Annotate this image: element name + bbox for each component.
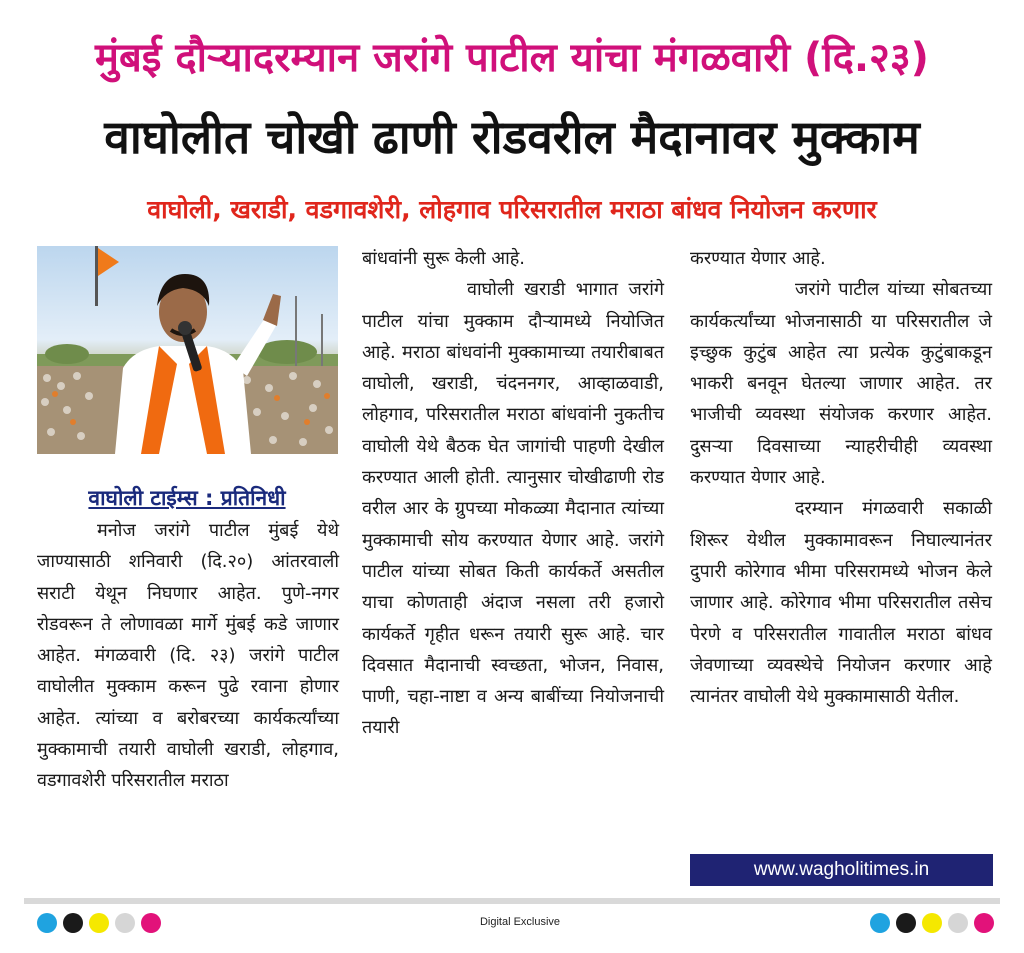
paragraph: जरांगे पाटील यांच्या सोबतच्या कार्यकर्त्यांच्या भोजनासाठी या परिसरातील जे इच्छुक कुटुंब आहेत त्या प्रत्येक कुटुंबाकडून भाकरी बनवून घेतल्या जाणार आहेत. तर भाजीची व्यवस्था संयोजक करणार आहेत. दुसऱ्या दिवसाच्या न्याहरीचीही व्यवस्था करण्यात येणार आहे. (690, 279, 992, 489)
headline-main: वाघोलीत चोखी ढाणी रोडवरील मैदानावर मुक्काम (104, 110, 920, 164)
flag-pole (95, 246, 98, 306)
registration-dot (141, 913, 161, 933)
saffron-flag-icon (98, 248, 119, 276)
registration-dot (870, 913, 890, 933)
article-column-2 (362, 243, 664, 744)
registration-dot (63, 913, 83, 933)
rally-speaker-illustration (37, 246, 338, 454)
paragraph: वाघोली खराडी भागात जरांगे पाटील यांचा मुक्काम दौऱ्यामध्ये नियोजित आहे. मराठा बांधवांनी मुक्कामाच्या तयारीबाबत वाघोली, खराडी, चंदननगर, आव्हाळवाडी, लोहगाव, परिसरातील मराठा बांधवांनी नुकतीच वाघोली येथे बैठक घेत जागांची पाहणी देखील करण्यात आली होती. त्यानुसार चोखीढाणी रोड वरील आर के ग्रुपच्या मोकळ्या मैदानात त्यांच्या मुक्कामाची सोय करण्यात येणार आहे. जरांगे पाटील यांच्या सोबत किती कार्यकर्ते असतील याचा कोणताही अंदाज नसला तरी हजारो कार्यकर्ते गृहीत धरून तयारी सुरू आहे. चार दिवसात मैदानाची स्वच्छता, भोजन, निवास, पाणी, चहा-नाष्टा व अन्य बाबींच्या नियोजनाची तयारी (362, 279, 664, 739)
registration-marks-left (37, 913, 161, 933)
news-photo (37, 246, 338, 454)
registration-dot (896, 913, 916, 933)
registration-dot (948, 913, 968, 933)
registration-dot (115, 913, 135, 933)
tree-shape (45, 344, 89, 364)
tree-shape (257, 340, 317, 364)
registration-dot (922, 913, 942, 933)
footer-divider (24, 898, 1000, 904)
paragraph: बांधवांनी सुरू केली आहे. (362, 248, 526, 269)
street-pole (321, 314, 323, 366)
street-pole (295, 296, 297, 366)
footer-label: Digital Exclusive (479, 916, 561, 928)
registration-dot (37, 913, 57, 933)
website-link[interactable]: www.wagholitimes.in (690, 854, 993, 886)
paragraph: दरम्यान मंगळवारी सकाळी शिरूर येथील मुक्कामावरून निघाल्यानंतर दुपारी कोरेगाव भीमा परिसरामध्ये भोजन केले जाणार आहे. कोरेगाव भीमा परिसरातील तसेच पेरणे व परिसरातील गावातील मराठा बांधव जेवणाच्या व्यवस्थेचे नियोजन करणार आहे त्यानंतर वाघोली येथे मुक्कामासाठी येतील. (690, 498, 992, 708)
headline-primary: मुंबई दौऱ्यादरम्यान जरांगे पाटील यांचा मंगळवारी (दि.२३) (95, 35, 929, 81)
paragraph: मनोज जरांगे पाटील मुंबई येथे जाण्यासाठी शनिवारी (दि.२०) आंतरवाली सराटी येथून निघणार आहेत. पुणे-नगर रोडवरून ते लोणावळा मार्गे मुंबई कडे जाणार आहेत. मंगळवारी (दि. २३) जरांगे पाटील वाघोलीत मुक्काम करून पुढे रवाना होणार आहेत. त्यांच्या व बरोबरच्या कार्यकर्त्यांच्या मुक्कामाची तयारी वाघोली खराडी, लोहगाव, वडगावशेरी परिसरातील मराठा (37, 520, 339, 792)
registration-marks-right (870, 913, 994, 933)
paragraph: करण्यात येणार आहे. (690, 248, 826, 269)
article-column-3 (690, 243, 992, 712)
microphone-head-icon (178, 321, 192, 335)
speaker-shirt (115, 346, 251, 454)
registration-dot (974, 913, 994, 933)
headline-subtitle: वाघोली, खराडी, वडगावशेरी, लोहगाव परिसरातील मराठा बांधव नियोजन करणार (147, 195, 877, 224)
byline: वाघोली टाईम्स : प्रतिनिधी (88, 486, 286, 510)
article-column-1 (37, 515, 339, 797)
registration-dot (89, 913, 109, 933)
